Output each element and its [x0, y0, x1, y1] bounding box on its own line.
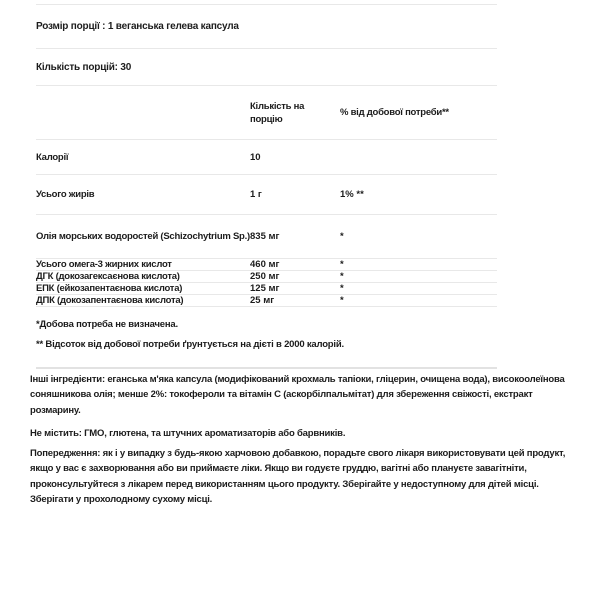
footnotes-block: [36, 307, 497, 369]
table-row-calories: [36, 140, 497, 175]
servings-count-row: [36, 49, 497, 86]
daily-value-column-header: % від добової потреби**: [340, 107, 449, 118]
daily-value: *: [340, 259, 344, 270]
daily-value: 1% **: [340, 189, 364, 200]
servings-count-text: Кількість порцій: 30: [36, 61, 132, 73]
amount-value: 250 мг: [250, 271, 280, 282]
daily-value: *: [340, 283, 344, 294]
table-row-omega3-total: [36, 259, 497, 271]
nutrient-label: ДГК (докозагексаєнова кислота): [36, 271, 180, 282]
details-section: [30, 372, 575, 507]
daily-value: *: [340, 231, 344, 242]
amount-column-header: Кількість на порцію: [250, 100, 305, 125]
table-row-total-fat: [36, 175, 497, 215]
table-row-dpa: [36, 295, 497, 307]
table-row-epa: [36, 283, 497, 295]
warnings-text: Попередження: як і у випадку з будь-якою харчовою добавкою, порадьте свого лікаря використовувати цей продукт, якщо у вас є захворювання або ви приймаєте ліки. Якщо ви годуєте груддю, вагітні або плануєте завагітніти, проконсультуйтеся з лікарем перед використанням цього продукту. Зберігайте у недоступному для дітей місці. Зберігати у прохолодному сухому місці.: [30, 448, 566, 506]
serving-size-text: Розмір порції : 1 веганська гелева капсула: [36, 21, 239, 32]
amount-value: 10: [250, 151, 261, 163]
amount-value: 125 мг: [250, 283, 280, 294]
nutrient-label: ДПК (докозапентаєнова кислота): [36, 295, 184, 306]
footnote-percent-dv-basis: ** Відсоток від добової потреби ґрунтується на дієті в 2000 калорій.: [36, 339, 344, 350]
supplement-facts-table-area: [36, 4, 497, 369]
supplement-facts-panel: [0, 4, 600, 507]
table-row-dha: [36, 271, 497, 283]
nutrient-label: ЕПК (ейкозапентаєнова кислота): [36, 283, 183, 294]
amount-value: 25 мг: [250, 295, 275, 306]
amount-value: 1 г: [250, 189, 262, 200]
serving-size-row: [36, 5, 497, 49]
other-ingredients-text: Інші інгредієнти: еганська м'яка капсула (модифікований крохмаль тапіоки, гліцерин, очищена вода), високоолеїнова соняшникова олія; менше 2%: токофероли та вітамін С (аскорбілпальмітат) для збереження свіжості, екстракт розмарину.: [30, 374, 565, 416]
nutrient-label: Олія морських водоростей (Schizochytrium Sp.): [36, 231, 250, 242]
footnote-dv-not-established: *Добова потреба не визначена.: [36, 319, 178, 330]
contains-no-text: Не містить: ГМО, глютена, та штучних ароматизаторів або барвників.: [30, 427, 346, 439]
daily-value: *: [340, 295, 344, 306]
nutrient-label: Усього жирів: [36, 189, 95, 200]
table-row-algal-oil: [36, 215, 497, 259]
amount-value: 460 мг: [250, 259, 280, 270]
nutrient-label: Усього омега-3 жирних кислот: [36, 259, 172, 270]
amount-value: 835 мг: [250, 231, 280, 242]
daily-value: *: [340, 271, 344, 282]
facts-header-row: [36, 86, 497, 140]
nutrient-label: Калорії: [36, 151, 69, 163]
